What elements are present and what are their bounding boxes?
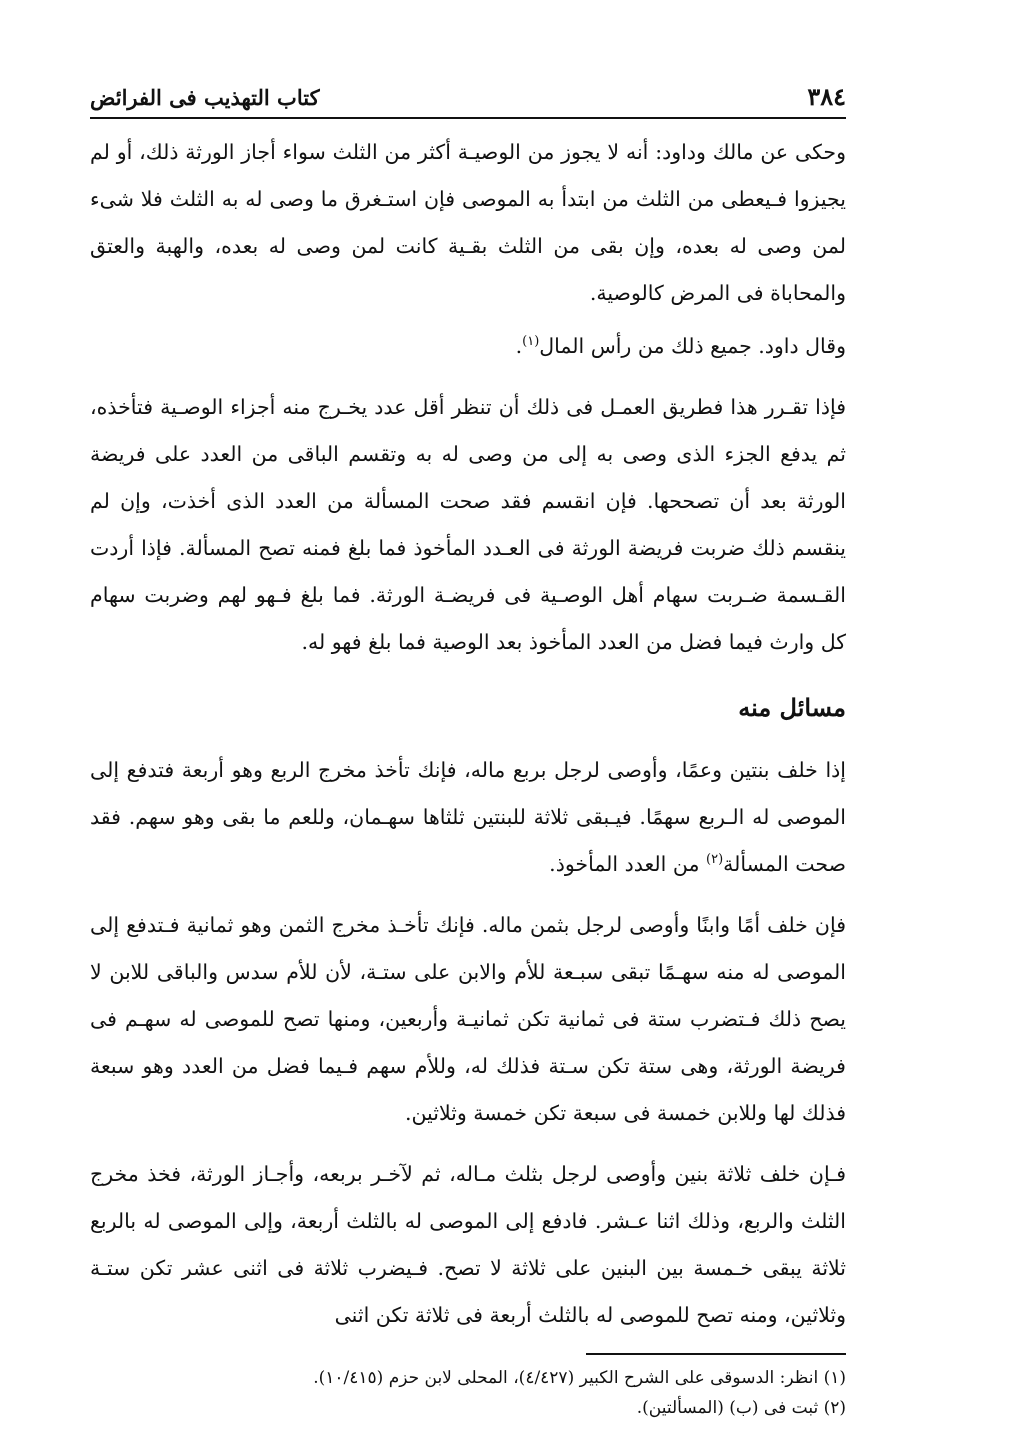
- paragraph-text: من العدد المأخوذ.: [549, 852, 700, 876]
- paragraph: فإذا تقـرر هذا فطريق العمـل فى ذلك أن تنظر أقل عدد يخـرج منه أجزاء الوصـية فتأخذه، ثم يدفع الجزء الذى وصى به إلى من وصى له به وتقسم الباقى من العدد على فريضة الورثة بعد أن تصححها. فإن انقسم فقد صحت المسألة من العدد الذى أخذت، وإن لم ينقسم ذلك ضربت فريضة الورثة فى العـدد المأخوذ فما بلغ فمنه تصح المسألة. فإذا أردت القـسمة ضـربت سهام أهل الوصـية فى فريضـة الورثة. فما بلغ فـهو لهم وضربت سهام كل وارث فيما فضل من العدد المأخوذ بعد الوصية فما بلغ فهو له.: [90, 395, 846, 654]
- book-page: [90, 82, 846, 1423]
- paragraph: فـإن خلف ثلاثة بنين وأوصى لرجل بثلث مـاله، ثم لآخـر بربعه، وأجـاز الورثة، فخذ مخرج الثلث والربع، وذلك اثنا عـشر. فادفع إلى الموصى له بالثلث أربعة، وإلى الموصى له بالربع ثلاثة يبقى خـمسة بين البنين على ثلاثة لا تصح. فـيضرب ثلاثة فى اثنى عشر تكن ستـة وثلاثين، ومنه تصح للموصى له بالثلث أربعة فى ثلاثة تكن اثنى: [90, 1162, 846, 1327]
- footnote-ref: (٢): [706, 852, 724, 868]
- running-header: [90, 82, 846, 117]
- footnote: (١) انظر: الدسوقى على الشرح الكبير (٤/٤٢٧)، المحلى لابن حزم (١٠/٤١٥).: [313, 1368, 846, 1388]
- book-title: كتاب التهذيب فى الفرائض: [90, 85, 320, 110]
- section-heading: مسائل منه: [738, 693, 846, 722]
- paragraph: وحكى عن مالك وداود: أنه لا يجوز من الوصيـة أكثر من الثلث سواء أجاز الورثة ذلك، أو لم يجيزوا فـيعطى من الثلث من ابتدأ به الموصى فإن استـغرق ما وصى له به الثلث فلا شىء لمن وصى له بعده، وإن بقى من الثلث بقـية كانت لمن وصى له بعده، والهبة والعتق والمحاباة فى المرض كالوصية.: [90, 140, 846, 305]
- paragraph-text: وقال داود. جميع ذلك من رأس المال: [539, 334, 846, 358]
- footnotes: [90, 1363, 846, 1423]
- footnote-ref: (١): [522, 334, 540, 350]
- main-text: [90, 129, 846, 1339]
- footnote-rule: [586, 1353, 846, 1355]
- paragraph: [90, 747, 846, 888]
- header-rule: [90, 117, 846, 119]
- page-number: ٣٨٤: [807, 82, 846, 111]
- footnote: (٢) ثبت فى (ب) (المسألتين).: [636, 1398, 846, 1418]
- paragraph: وقال داود. جميع ذلك من رأس المال$^{(١)}$.: [515, 334, 846, 358]
- paragraph: فإن خلف أمًا وابنًا وأوصى لرجل بثمن ماله. فإنك تأخـذ مخرج الثمن وهو ثمانية فـتدفع إلى الموصى له منه سهـمًا تبقى سبـعة للأم والابن على ستـة، لأن للأم سدس والباقى للابن لا يصح ذلك فـتضرب ستة فى ثمانية تكن ثمانيـة وأربعين، ومنها تصح للموصى له سهـم فى فريضة الورثة، وهى ستة تكن سـتة فذلك له، وللأم سهم فـيما فضل من العدد وهو سبعة فذلك لها وللابن خمسة فى سبعة تكن خمسة وثلاثين.: [90, 913, 846, 1125]
- paragraph-text: إذا خلف بنتين وعمًا، وأوصى لرجل بربع ماله، فإنك تأخذ مخرج الربع وهو أربعة فتدفع إلى الموصى له الـربع سهمًا. فيـبقى ثلاثة للبنتين ثلثاها سهـمان، وللعم ما بقى وهو سهم. فقد صحت المسألة: [90, 758, 846, 876]
